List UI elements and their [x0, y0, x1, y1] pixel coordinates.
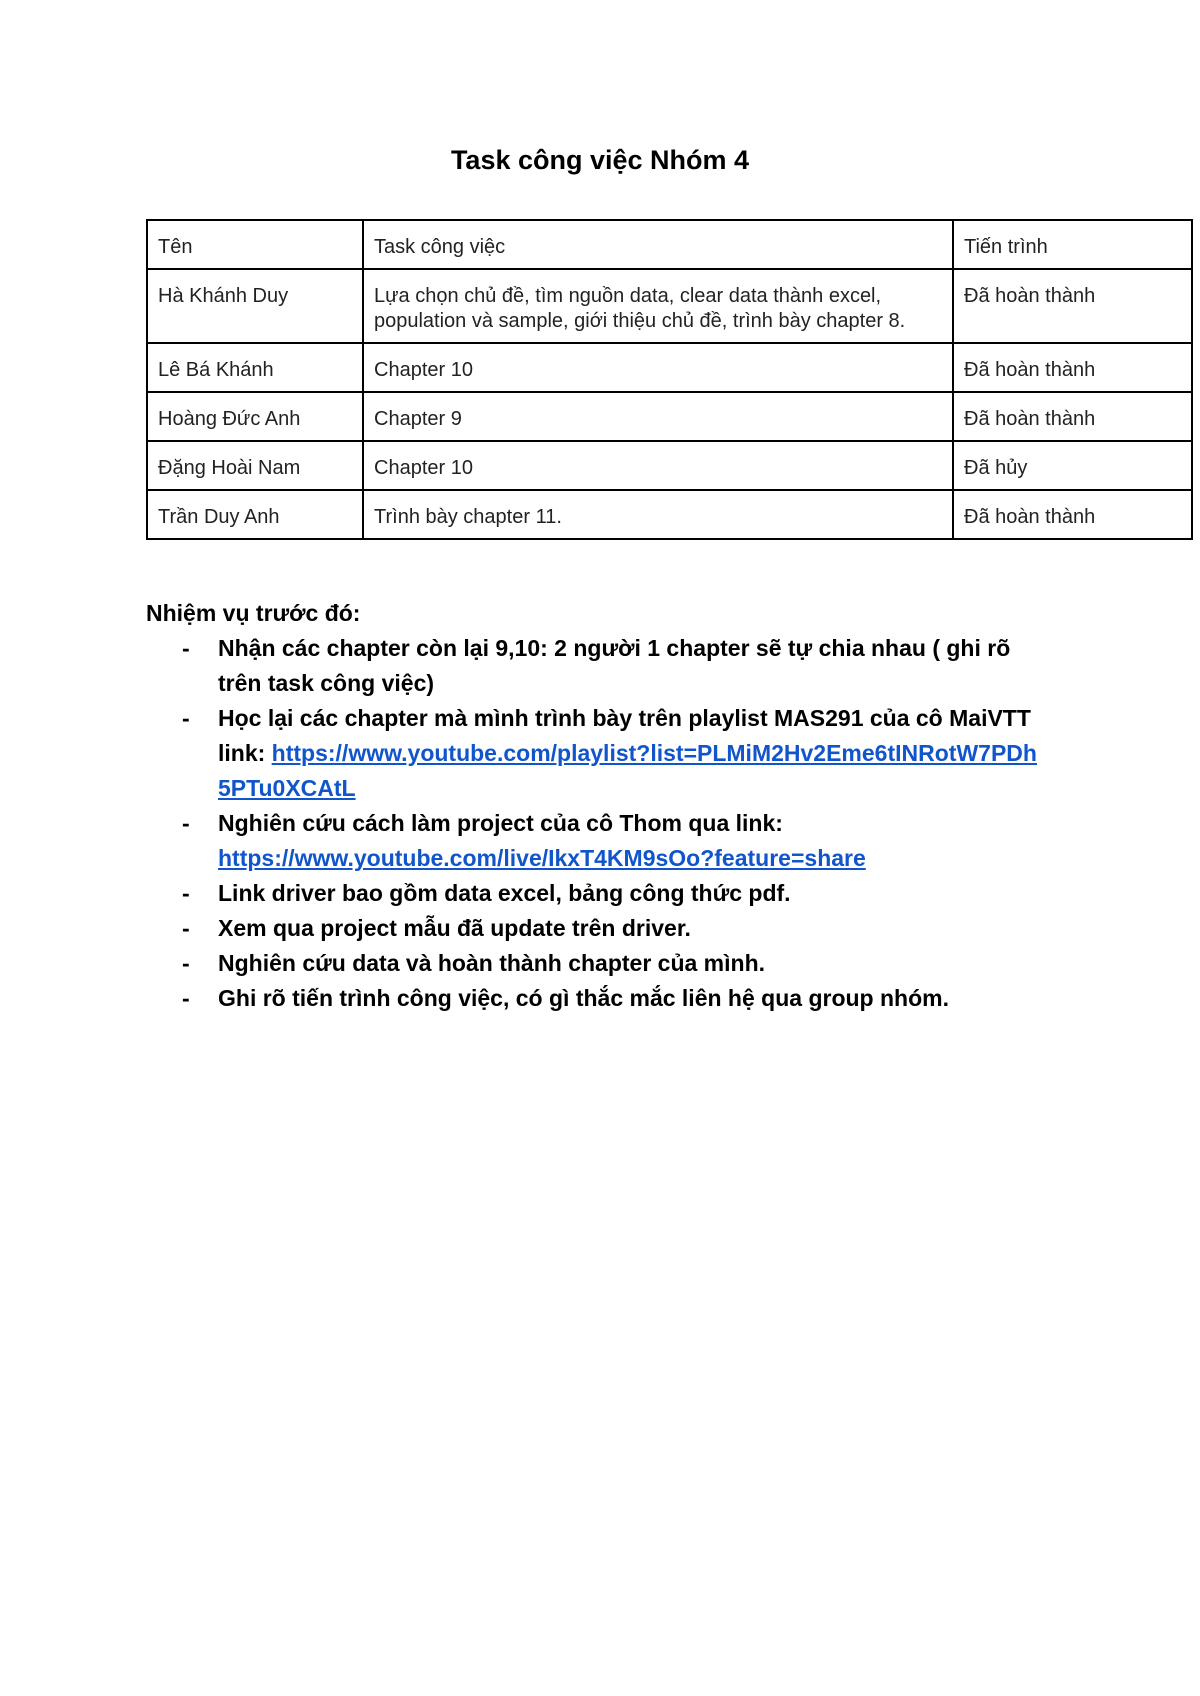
cell-name: Hoàng Đức Anh — [147, 392, 363, 441]
cell-task: Chapter 10 — [363, 343, 953, 392]
bullet-dash: - — [182, 985, 190, 1011]
page-title: Task công việc Nhóm 4 — [450, 145, 750, 175]
list-item — [146, 911, 1046, 946]
bullet-dash: - — [182, 915, 190, 941]
table-row — [147, 269, 1192, 343]
table-row — [147, 441, 1192, 490]
cell-status: Đã hủy — [953, 441, 1192, 490]
table-row — [147, 392, 1192, 441]
list-item-text: Ghi rõ tiến trình công việc, có gì thắc mắc liên hệ qua group nhóm. — [218, 985, 949, 1011]
list-item-text: Nghiên cứu data và hoàn thành chapter của mình. — [218, 950, 766, 976]
table-row — [147, 490, 1192, 539]
task-table — [146, 219, 1193, 540]
cell-task: Chapter 9 — [363, 392, 953, 441]
cell-status: Đã hoàn thành — [953, 343, 1192, 392]
cell-task: Lựa chọn chủ đề, tìm nguồn data, clear data thành excel, population và sample, giới thiệu chủ đề, trình bày chapter 8. — [363, 269, 953, 343]
list-item-text: Nhận các chapter còn lại 9,10: 2 người 1 chapter sẽ tự chia nhau ( ghi rõ trên task công việc) — [218, 635, 1011, 696]
cell-status: Đã hoàn thành — [953, 392, 1192, 441]
cell-name: Đặng Hoài Nam — [147, 441, 363, 490]
cell-name: Hà Khánh Duy — [147, 269, 363, 343]
list-item — [146, 876, 1046, 911]
previous-tasks-section — [146, 596, 1046, 1016]
cell-status: Đã hoàn thành — [953, 269, 1192, 343]
cell-task: Chapter 10 — [363, 441, 953, 490]
list-item-text: Học lại các chapter mà mình trình bày trên playlist MAS291 của cô MaiVTT link: — [218, 705, 1031, 766]
table-row — [147, 343, 1192, 392]
previous-tasks-list — [146, 631, 1046, 1016]
list-item — [146, 981, 1046, 1016]
list-item — [146, 806, 1046, 876]
bullet-dash: - — [182, 950, 190, 976]
bullet-dash: - — [182, 810, 190, 836]
cell-name: Lê Bá Khánh — [147, 343, 363, 392]
list-item-text: Nghiên cứu cách làm project của cô Thom qua link: — [218, 810, 783, 836]
table-header-row — [147, 220, 1192, 269]
list-item — [146, 701, 1046, 806]
header-name: Tên — [147, 220, 363, 269]
cell-status: Đã hoàn thành — [953, 490, 1192, 539]
bullet-dash: - — [182, 635, 190, 661]
header-status: Tiến trình — [953, 220, 1192, 269]
previous-tasks-heading: Nhiệm vụ trước đó: — [146, 600, 361, 626]
header-task: Task công việc — [363, 220, 953, 269]
cell-task: Trình bày chapter 11. — [363, 490, 953, 539]
list-item — [146, 631, 1046, 701]
list-item-text: Link driver bao gồm data excel, bảng công thức pdf. — [218, 880, 791, 906]
bullet-dash: - — [182, 705, 190, 731]
cell-name: Trần Duy Anh — [147, 490, 363, 539]
bullet-dash: - — [182, 880, 190, 906]
list-item — [146, 946, 1046, 981]
list-item-text: Xem qua project mẫu đã update trên driver. — [218, 915, 691, 941]
playlist-link[interactable]: https://www.youtube.com/playlist?list=PLMiM2Hv2Eme6tINRotW7PDh5PTu0XCAtL — [218, 740, 1037, 801]
project-video-link[interactable]: https://www.youtube.com/live/IkxT4KM9sOo?feature=share — [218, 845, 866, 871]
